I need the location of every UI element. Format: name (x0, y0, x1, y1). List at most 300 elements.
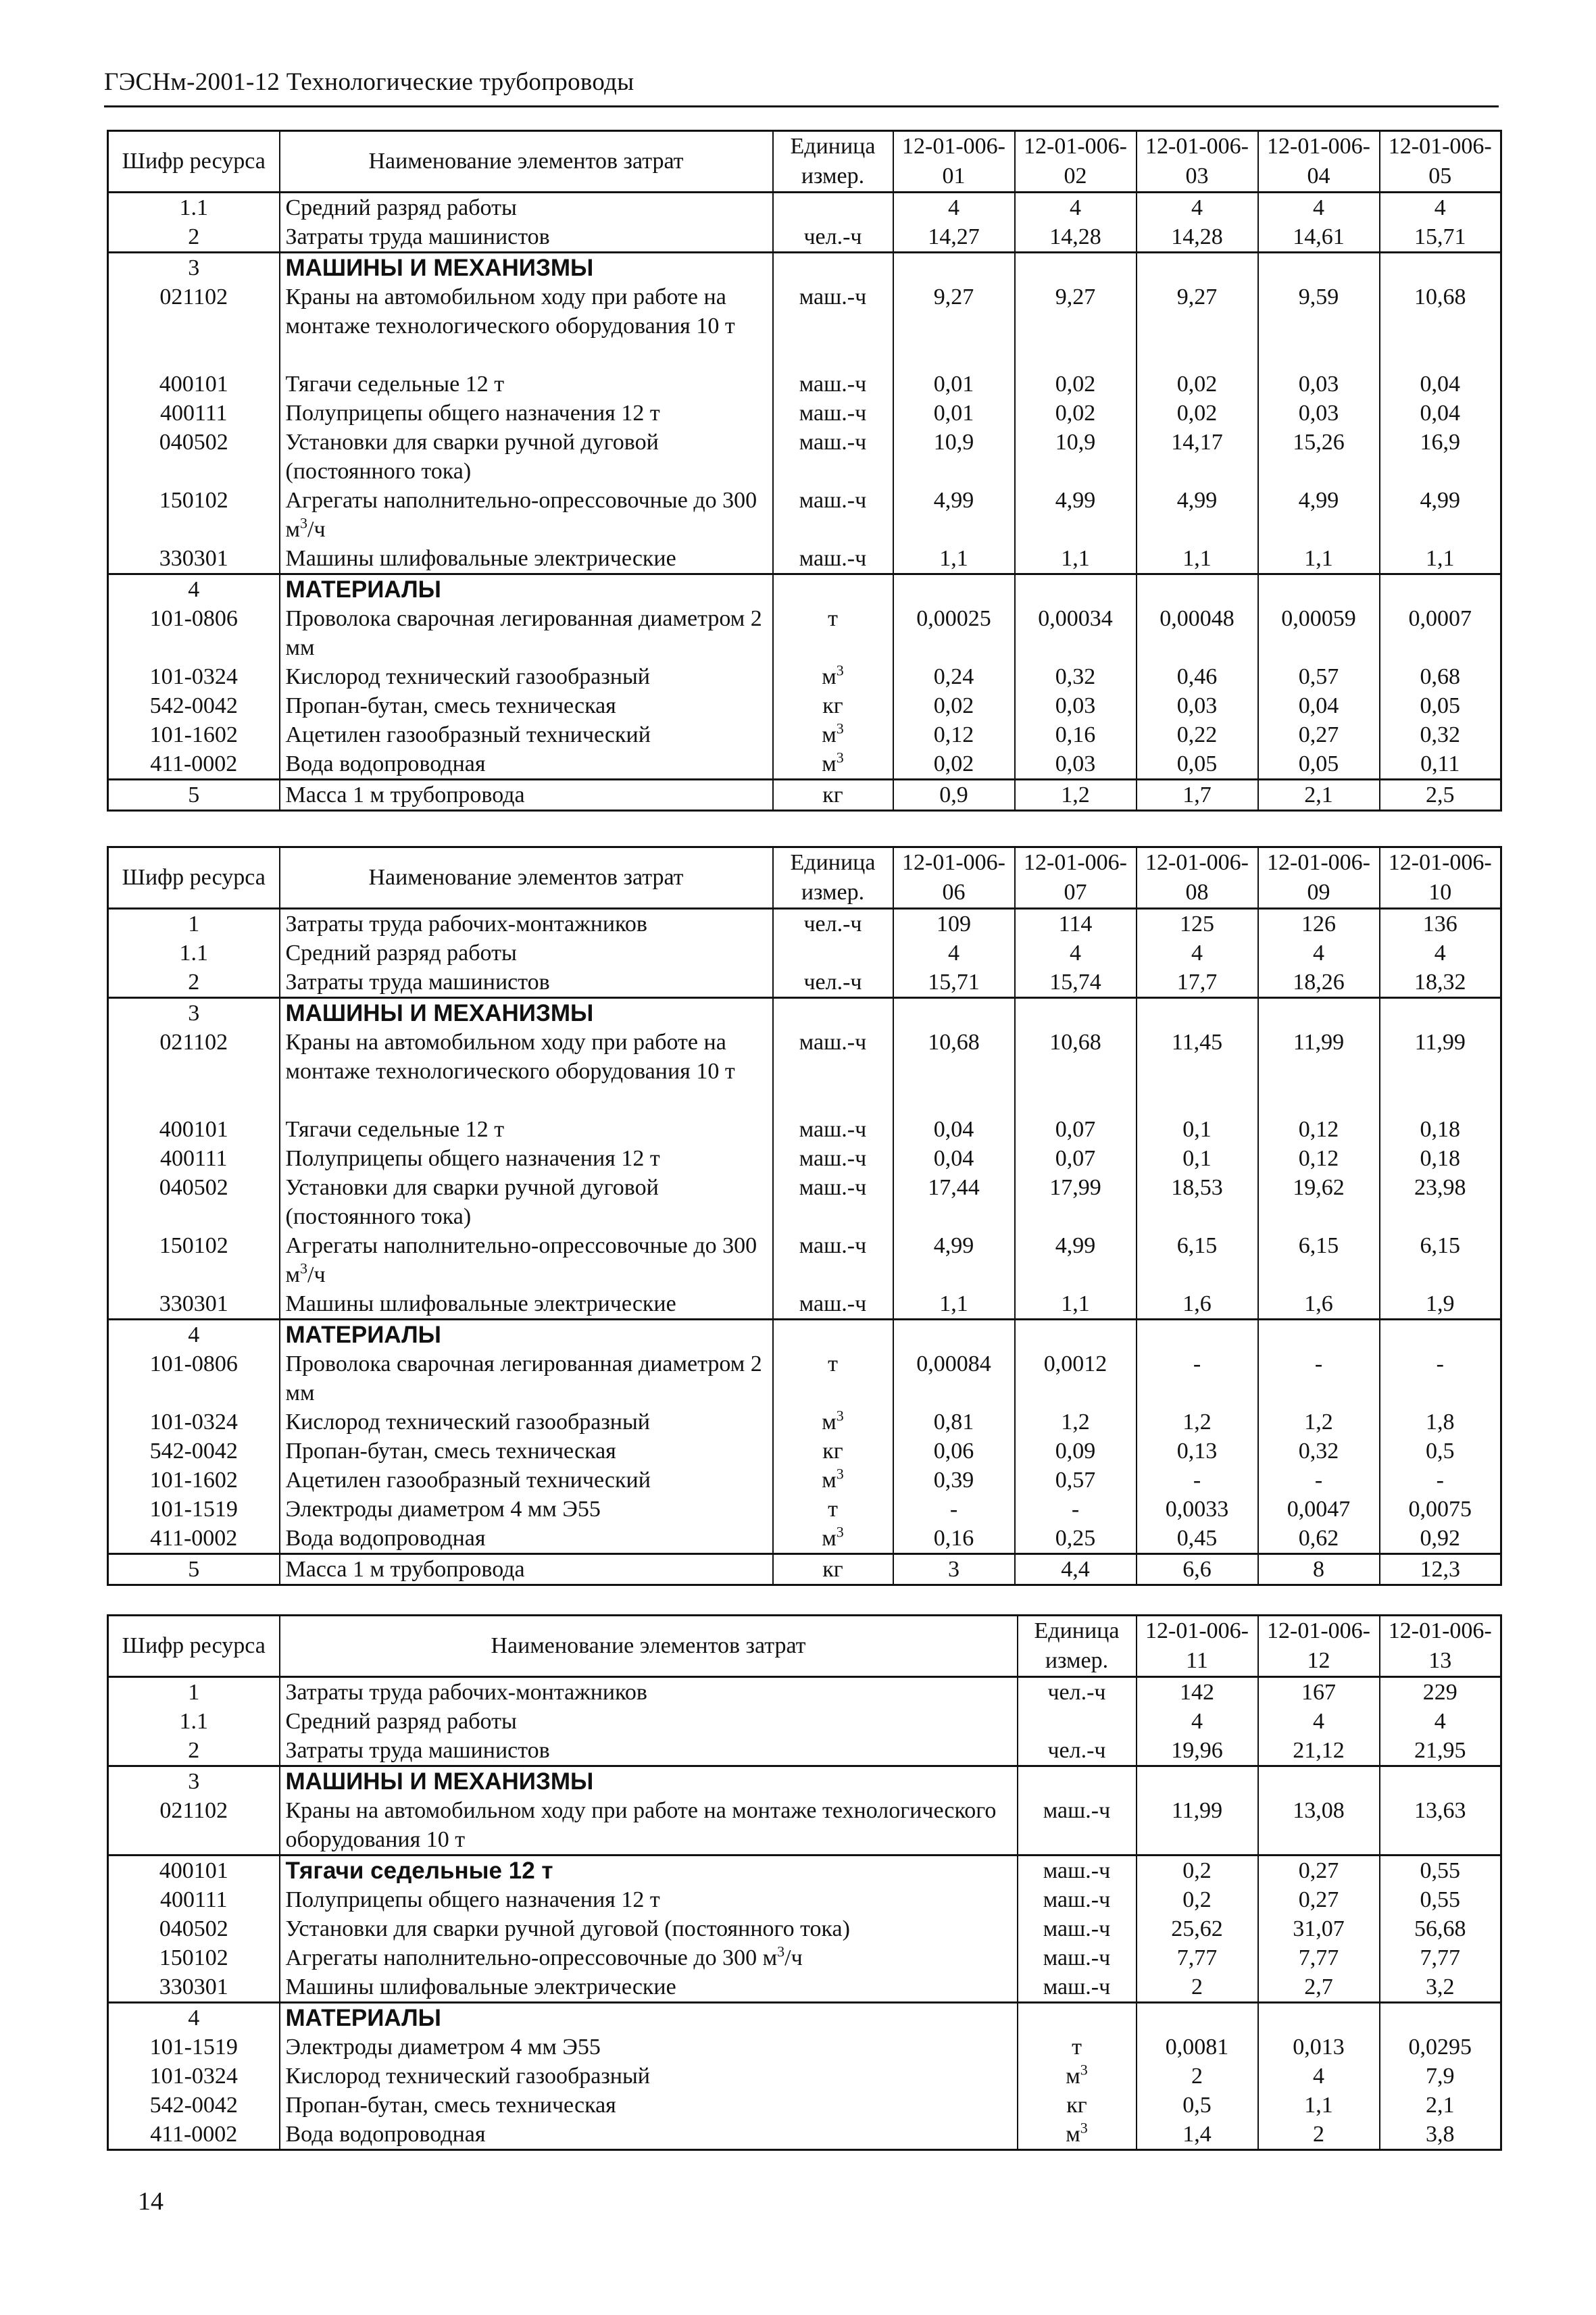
table-row (108, 1437, 1501, 1466)
norm-value: 1,1 (1258, 544, 1380, 574)
header-resource-code: Шифр ресурса (108, 131, 280, 193)
norm-value: 1,2 (1015, 780, 1137, 811)
header-rule (104, 105, 1499, 107)
resource-code: 101-1602 (108, 1466, 280, 1495)
norm-value: - (1380, 1466, 1501, 1495)
table-row (108, 1466, 1501, 1495)
norm-value: 0,13 (1137, 1437, 1258, 1466)
norm-value: 0,00059 (1258, 604, 1380, 662)
resource-code: 400111 (108, 399, 280, 428)
norm-value: 0,27 (1258, 1856, 1380, 1886)
resource-code: 150102 (108, 1231, 280, 1289)
norm-value (893, 998, 1015, 1028)
table-header-row (108, 847, 1501, 909)
resource-code: 101-0806 (108, 604, 280, 662)
norm-value: - (1258, 1466, 1380, 1495)
resource-code: 400101 (108, 1115, 280, 1144)
norm-value: 0,03 (1258, 370, 1380, 399)
norm-value (1380, 998, 1501, 1028)
norm-value: 23,98 (1380, 1173, 1501, 1231)
resource-code: 3 (108, 998, 280, 1028)
unit-of-measure: чел.-ч (773, 909, 893, 939)
resource-code: 021102 (108, 1796, 280, 1856)
cost-element-name: Установки для сварки ручной дуговой (постоянного тока) (280, 1914, 1018, 1943)
norm-value: 18,32 (1380, 968, 1501, 998)
unit-of-measure: маш.-ч (773, 1115, 893, 1144)
header-unit: Единица измер. (773, 847, 893, 909)
norm-value: 4 (1258, 1707, 1380, 1736)
norm-value: 0,03 (1015, 749, 1137, 780)
norm-value (1258, 574, 1380, 605)
cost-element-name: Затраты труда машинистов (280, 1736, 1018, 1766)
norm-value: 0,06 (893, 1437, 1015, 1466)
resource-code: 101-0324 (108, 1408, 280, 1437)
header-norm-code: 12-01-006-02 (1015, 131, 1137, 193)
norm-value: 21,12 (1258, 1736, 1380, 1766)
norm-value: 2,1 (1380, 2091, 1501, 2120)
norm-value: 0,02 (893, 749, 1015, 780)
norm-value: 0,16 (893, 1524, 1015, 1554)
norm-value: 2 (1137, 2062, 1258, 2091)
table-row (108, 1289, 1501, 1320)
unit-of-measure: маш.-ч (773, 1144, 893, 1173)
norm-value: 0,03 (1015, 691, 1137, 720)
norm-value: 0,27 (1258, 1885, 1380, 1914)
table-row (108, 1028, 1501, 1115)
table-header-row (108, 1616, 1501, 1677)
norm-value: 4 (893, 193, 1015, 223)
norm-value: 0,16 (1015, 720, 1137, 749)
norm-value: - (1137, 1466, 1258, 1495)
cost-element-name: Вода водопроводная (280, 749, 773, 780)
unit-of-measure (773, 253, 893, 283)
norm-value (1380, 1320, 1501, 1350)
norm-value: 2 (1137, 1972, 1258, 2003)
section-row (108, 1766, 1501, 1797)
norm-value: 6,15 (1258, 1231, 1380, 1289)
norm-value: 14,28 (1015, 222, 1137, 253)
resource-code: 400111 (108, 1144, 280, 1173)
unit-of-measure: кг (773, 1554, 893, 1585)
header-norm-code: 12-01-006-10 (1380, 847, 1501, 909)
norm-value: 109 (893, 909, 1015, 939)
unit-of-measure (773, 574, 893, 605)
norm-value: 0,12 (1258, 1144, 1380, 1173)
norm-value: 0,013 (1258, 2033, 1380, 2062)
norm-value: 13,63 (1380, 1796, 1501, 1856)
cost-element-name: Агрегаты наполнительно-опрессовочные до 300 $м^3/ч$ (280, 486, 773, 544)
table-row (108, 1972, 1501, 2003)
norm-value: 0,02 (893, 691, 1015, 720)
norm-value (1137, 998, 1258, 1028)
norm-value: 0,55 (1380, 1885, 1501, 1914)
norm-value (1015, 253, 1137, 283)
unit-of-measure: маш.-ч (773, 1231, 893, 1289)
header-norm-code: 12-01-006-04 (1258, 131, 1380, 193)
norm-value: 0,05 (1137, 749, 1258, 780)
norm-value: 12,3 (1380, 1554, 1501, 1585)
norm-value: 1,2 (1015, 1408, 1137, 1437)
unit-of-measure: маш.-ч (773, 370, 893, 399)
norm-value: 0,2 (1137, 1885, 1258, 1914)
norm-value: 125 (1137, 909, 1258, 939)
norm-value: 0,02 (1137, 370, 1258, 399)
norm-value: 0,62 (1258, 1524, 1380, 1554)
cost-element-name: Средний разряд работы (280, 1707, 1018, 1736)
norm-value: 11,99 (1137, 1796, 1258, 1856)
table-row (108, 1144, 1501, 1173)
unit-of-measure: кг (1018, 2091, 1137, 2120)
norm-value: 16,9 (1380, 428, 1501, 486)
norm-value: 4,99 (893, 1231, 1015, 1289)
resource-code: 101-1519 (108, 1495, 280, 1524)
cost-element-name: Проволока сварочная легированная диаметром 2 мм (280, 1349, 773, 1408)
norm-value: 7,77 (1380, 1943, 1501, 1972)
norm-value: 10,68 (893, 1028, 1015, 1115)
norm-value: 6,15 (1380, 1231, 1501, 1289)
norm-value: 0,57 (1015, 1466, 1137, 1495)
table-row (108, 1885, 1501, 1914)
unit-of-measure (773, 193, 893, 223)
norm-value: - (1258, 1349, 1380, 1408)
unit-of-measure: маш.-ч (1018, 1796, 1137, 1856)
cost-element-name: Электроды диаметром 4 мм Э55 (280, 2033, 1018, 2062)
norm-value: 0,0047 (1258, 1495, 1380, 1524)
norm-value: 1,1 (1380, 544, 1501, 574)
norm-value: - (893, 1495, 1015, 1524)
resource-code: 2 (108, 222, 280, 253)
norm-value: 2,5 (1380, 780, 1501, 811)
norm-value: 19,96 (1137, 1736, 1258, 1766)
norm-value: 0,1 (1137, 1144, 1258, 1173)
norm-value: 4 (1015, 193, 1137, 223)
norm-value: 4 (1380, 193, 1501, 223)
norm-value: 4 (1380, 939, 1501, 968)
norm-value: 4,99 (1015, 486, 1137, 544)
header-norm-code: 12-01-006-06 (893, 847, 1015, 909)
section-row (108, 1320, 1501, 1350)
unit-of-measure: т (773, 604, 893, 662)
norm-value: 4 (1015, 939, 1137, 968)
unit-of-measure: маш.-ч (773, 428, 893, 486)
norm-value: 0,55 (1380, 1856, 1501, 1886)
norm-value: 1,7 (1137, 780, 1258, 811)
mass-row (108, 1554, 1501, 1585)
cost-element-name: Пропан-бутан, смесь техническая (280, 1437, 773, 1466)
resource-code: 330301 (108, 1289, 280, 1320)
norm-value: 136 (1380, 909, 1501, 939)
header-norm-code: 12-01-006-07 (1015, 847, 1137, 909)
norm-value: 2,7 (1258, 1972, 1380, 2003)
norm-value: 126 (1258, 909, 1380, 939)
table-row (108, 1796, 1501, 1856)
norm-value: 9,59 (1258, 282, 1380, 370)
header-norm-code: 12-01-006-03 (1137, 131, 1258, 193)
norm-value: 0,0081 (1137, 2033, 1258, 2062)
cost-element-name: Краны на автомобильном ходу при работе на монтаже технологического оборудования 10 т (280, 1796, 1018, 1856)
norm-value: 0,0007 (1380, 604, 1501, 662)
norm-value (1258, 998, 1380, 1028)
norm-value: 9,27 (893, 282, 1015, 370)
mass-row (108, 780, 1501, 811)
norm-value: 14,17 (1137, 428, 1258, 486)
norm-value: 0,5 (1380, 1437, 1501, 1466)
cost-element-name: Тягачи седельные 12 т (280, 1115, 773, 1144)
norm-value: - (1380, 1349, 1501, 1408)
resource-code: 101-0324 (108, 662, 280, 691)
norm-value: 0,22 (1137, 720, 1258, 749)
unit-of-measure: $м^3$ (1018, 2062, 1137, 2091)
resource-code: 411-0002 (108, 1524, 280, 1554)
resource-code: 5 (108, 780, 280, 811)
norm-value: 17,44 (893, 1173, 1015, 1231)
cost-element-name: Тягачи седельные 12 т (280, 1856, 1018, 1886)
norm-value: 14,28 (1137, 222, 1258, 253)
unit-of-measure: кг (773, 1437, 893, 1466)
norm-value: 21,95 (1380, 1736, 1501, 1766)
header-norm-code: 12-01-006-08 (1137, 847, 1258, 909)
norm-value: 0,24 (893, 662, 1015, 691)
unit-of-measure (773, 1320, 893, 1350)
norm-value: 6,15 (1137, 1231, 1258, 1289)
norm-value: 0,00084 (893, 1349, 1015, 1408)
norm-value: 17,99 (1015, 1173, 1137, 1231)
norm-value: 0,01 (893, 370, 1015, 399)
resource-table-3 (107, 1614, 1502, 2151)
norm-value: - (1137, 1349, 1258, 1408)
cost-element-name: Пропан-бутан, смесь техническая (280, 691, 773, 720)
resource-code: 542-0042 (108, 1437, 280, 1466)
unit-of-measure (773, 939, 893, 968)
table-row (108, 749, 1501, 780)
norm-value: 4 (1137, 1707, 1258, 1736)
norm-value: 1,1 (1015, 544, 1137, 574)
norm-value: 0,04 (1380, 370, 1501, 399)
norm-value: 1,1 (893, 544, 1015, 574)
header-resource-code: Шифр ресурса (108, 847, 280, 909)
table-row (108, 428, 1501, 486)
table-row (108, 399, 1501, 428)
norm-value: 10,68 (1380, 282, 1501, 370)
norm-value (1015, 574, 1137, 605)
norm-value: 7,9 (1380, 2062, 1501, 2091)
norm-value: 0,9 (893, 780, 1015, 811)
norm-value: 1,2 (1137, 1408, 1258, 1437)
norm-value: 4,99 (1380, 486, 1501, 544)
unit-of-measure (773, 998, 893, 1028)
section-row (108, 998, 1501, 1028)
norm-value: 4,99 (893, 486, 1015, 544)
cost-element-name: Машины шлифовальные электрические (280, 544, 773, 574)
cost-element-name: Затраты труда рабочих-монтажников (280, 1677, 1018, 1708)
unit-of-measure: чел.-ч (1018, 1736, 1137, 1766)
unit-of-measure: маш.-ч (1018, 1972, 1137, 2003)
unit-of-measure: т (1018, 2033, 1137, 2062)
norm-value: 1,1 (1015, 1289, 1137, 1320)
cost-element-name: Машины шлифовальные электрические (280, 1972, 1018, 2003)
table-row (108, 1707, 1501, 1736)
norm-value: 4 (1258, 939, 1380, 968)
norm-value: 13,08 (1258, 1796, 1380, 1856)
norm-value: 0,32 (1258, 1437, 1380, 1466)
table-row (108, 939, 1501, 968)
norm-value: 15,71 (893, 968, 1015, 998)
resource-code: 5 (108, 1554, 280, 1585)
norm-value: 114 (1015, 909, 1137, 939)
cost-element-name: Краны на автомобильном ходу при работе на монтаже технологического оборудования 10 т (280, 282, 773, 370)
norm-value: 0,04 (1380, 399, 1501, 428)
resource-code: 040502 (108, 1173, 280, 1231)
norm-value: 0,68 (1380, 662, 1501, 691)
norm-value: 0,27 (1258, 720, 1380, 749)
table-row (108, 2062, 1501, 2091)
table-row (108, 2091, 1501, 2120)
norm-value: 0,04 (1258, 691, 1380, 720)
resource-code: 150102 (108, 486, 280, 544)
table-row (108, 968, 1501, 998)
table-row (108, 1115, 1501, 1144)
cost-element-name: Краны на автомобильном ходу при работе на монтаже технологического оборудования 10 т (280, 1028, 773, 1115)
norm-value (1137, 574, 1258, 605)
norm-value (1380, 574, 1501, 605)
norm-value (1137, 2003, 1258, 2033)
section-row (108, 253, 1501, 283)
header-norm-code: 12-01-006-11 (1137, 1616, 1258, 1677)
norm-value: 4 (1380, 1707, 1501, 1736)
norm-value: 1,2 (1258, 1408, 1380, 1437)
table-row (108, 1349, 1501, 1408)
header-norm-code: 12-01-006-12 (1258, 1616, 1380, 1677)
cost-element-name: Средний разряд работы (280, 193, 773, 223)
unit-of-measure: маш.-ч (1018, 1914, 1137, 1943)
norm-value: 0,12 (893, 720, 1015, 749)
norm-value: 0,05 (1258, 749, 1380, 780)
table-row (108, 282, 1501, 370)
norm-value: 4,4 (1015, 1554, 1137, 1585)
unit-of-measure: $м^3$ (773, 749, 893, 780)
cost-element-name: Пропан-бутан, смесь техническая (280, 2091, 1018, 2120)
resource-code: 3 (108, 1766, 280, 1797)
norm-value: 0,11 (1380, 749, 1501, 780)
norm-value: 0,45 (1137, 1524, 1258, 1554)
section-title: МАШИНЫ И МЕХАНИЗМЫ (280, 1766, 1018, 1797)
cost-element-name: Кислород технический газообразный (280, 2062, 1018, 2091)
table-row (108, 1943, 1501, 1972)
norm-value: 229 (1380, 1677, 1501, 1708)
norm-value: 3,8 (1380, 2120, 1501, 2150)
norm-value: 0,0295 (1380, 2033, 1501, 2062)
table-row (108, 1495, 1501, 1524)
norm-value (1015, 998, 1137, 1028)
norm-value (1380, 253, 1501, 283)
cost-element-name: Кислород технический газообразный (280, 1408, 773, 1437)
norm-value: 1,1 (893, 1289, 1015, 1320)
table-row (108, 662, 1501, 691)
cost-element-name: Затраты труда машинистов (280, 222, 773, 253)
resource-code: 1 (108, 909, 280, 939)
resource-code: 400101 (108, 370, 280, 399)
norm-value: 17,7 (1137, 968, 1258, 998)
resource-code: 1 (108, 1677, 280, 1708)
cost-element-name: Агрегаты наполнительно-опрессовочные до 300 $м^3/ч$ (280, 1943, 1018, 1972)
norm-value: 142 (1137, 1677, 1258, 1708)
cost-element-name: Кислород технический газообразный (280, 662, 773, 691)
table-row (108, 691, 1501, 720)
cost-element-name: Ацетилен газообразный технический (280, 720, 773, 749)
unit-of-measure: $м^3$ (773, 1408, 893, 1437)
unit-of-measure (1018, 2003, 1137, 2033)
norm-value: 0,32 (1015, 662, 1137, 691)
table-row (108, 2120, 1501, 2150)
unit-of-measure: маш.-ч (773, 399, 893, 428)
norm-value: 7,77 (1137, 1943, 1258, 1972)
cost-element-name: Полуприцепы общего назначения 12 т (280, 1885, 1018, 1914)
norm-value: 1,1 (1137, 544, 1258, 574)
norm-value: - (1015, 1495, 1137, 1524)
norm-value: 4,99 (1137, 486, 1258, 544)
cost-element-name: Ацетилен газообразный технический (280, 1466, 773, 1495)
norm-value: 0,02 (1015, 399, 1137, 428)
norm-value: 0,07 (1015, 1144, 1137, 1173)
resource-code: 330301 (108, 1972, 280, 2003)
unit-of-measure: чел.-ч (773, 968, 893, 998)
resource-code: 2 (108, 1736, 280, 1766)
norm-value: 1,6 (1137, 1289, 1258, 1320)
table-row (108, 1736, 1501, 1766)
norm-value: 3,2 (1380, 1972, 1501, 2003)
norm-value (1137, 1320, 1258, 1350)
table-row (108, 1173, 1501, 1231)
norm-value: 1,1 (1258, 2091, 1380, 2120)
norm-value: 2,1 (1258, 780, 1380, 811)
norm-value: 4 (1137, 193, 1258, 223)
norm-value: 1,9 (1380, 1289, 1501, 1320)
norm-value: 4 (1137, 939, 1258, 968)
unit-of-measure: $м^3$ (1018, 2120, 1137, 2150)
unit-of-measure: $м^3$ (773, 1524, 893, 1554)
unit-of-measure: маш.-ч (1018, 1943, 1137, 1972)
table-row (108, 1914, 1501, 1943)
unit-of-measure: маш.-ч (773, 1289, 893, 1320)
page-running-head: ГЭСНм-2001-12 Технологические трубопроводы (104, 68, 634, 96)
norm-value: 0,32 (1380, 720, 1501, 749)
norm-value: 0,39 (893, 1466, 1015, 1495)
norm-value: 11,45 (1137, 1028, 1258, 1115)
cost-element-name: Затраты труда рабочих-монтажников (280, 909, 773, 939)
norm-value: 0,03 (1258, 399, 1380, 428)
resource-code: 040502 (108, 428, 280, 486)
norm-value: 11,99 (1258, 1028, 1380, 1115)
section-title: МАТЕРИАЛЫ (280, 1320, 773, 1350)
resource-code: 400111 (108, 1885, 280, 1914)
cost-element-name: Электроды диаметром 4 мм Э55 (280, 1495, 773, 1524)
unit-of-measure (1018, 1766, 1137, 1797)
norm-value: 4 (1258, 193, 1380, 223)
norm-value (1258, 2003, 1380, 2033)
cost-element-name: Вода водопроводная (280, 1524, 773, 1554)
table-row (108, 1408, 1501, 1437)
table-row (108, 193, 1501, 223)
table-row (108, 1231, 1501, 1289)
table-row (108, 222, 1501, 253)
resource-code: 1.1 (108, 939, 280, 968)
norm-value: 9,27 (1015, 282, 1137, 370)
norm-value: 4,99 (1258, 486, 1380, 544)
norm-value: 0,02 (1015, 370, 1137, 399)
resource-code: 411-0002 (108, 2120, 280, 2150)
resource-code: 101-1519 (108, 2033, 280, 2062)
table-row (108, 1856, 1501, 1886)
